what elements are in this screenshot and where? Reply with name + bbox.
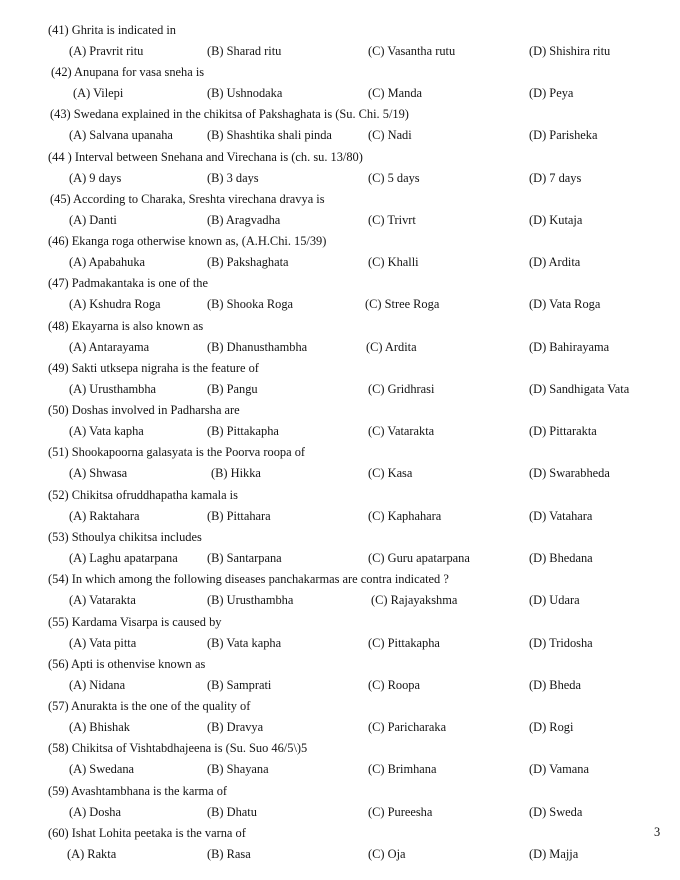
- option-b: (B) Pangu: [207, 382, 258, 396]
- question-text: (56) Apti is othenvise known as: [48, 657, 206, 671]
- option-b: (B) Santarpana: [207, 551, 282, 565]
- question-text: (60) Ishat Lohita peetaka is the varna of: [48, 826, 246, 840]
- question-60: [0, 825, 680, 867]
- option-b: (B) Rasa: [207, 847, 251, 861]
- option-c: (C) Trivrt: [368, 213, 416, 227]
- option-d: (D) Udara: [529, 593, 580, 607]
- option-d: (D) Kutaja: [529, 213, 583, 227]
- question-text: (50) Doshas involved in Padharsha are: [48, 403, 240, 417]
- option-a: (A) Dosha: [69, 805, 121, 819]
- option-c: (C) Kaphahara: [368, 509, 442, 523]
- option-d: (D) Vamana: [529, 762, 589, 776]
- option-b: (B) Sharad ritu: [207, 44, 282, 58]
- option-a: (A) Laghu apatarpana: [69, 551, 178, 565]
- option-c: (C) Pureesha: [368, 805, 433, 819]
- question-text: (43) Swedana explained in the chikitsa of Pakshaghata is (Su. Chi. 5/19): [50, 107, 409, 121]
- option-b: (B) Samprati: [207, 678, 272, 692]
- option-a: (A) Vatarakta: [69, 593, 136, 607]
- option-a: (A) Urusthambha: [69, 382, 157, 396]
- option-b: (B) Urusthambha: [207, 593, 294, 607]
- option-c: (C) Manda: [368, 86, 423, 100]
- question-text: (45) According to Charaka, Sreshta virechana dravya is: [50, 192, 325, 206]
- option-b: (B) Dravya: [207, 720, 264, 734]
- question-text: (47) Padmakantaka is one of the: [48, 276, 208, 290]
- option-d: (D) Bahirayama: [529, 340, 610, 354]
- option-c: (C) Paricharaka: [368, 720, 447, 734]
- question-51: [0, 444, 680, 486]
- option-a: (A) Danti: [69, 213, 117, 227]
- option-c: (C) Rajayakshma: [371, 593, 458, 607]
- question-56: [0, 656, 680, 698]
- option-d: (D) Swarabheda: [529, 466, 610, 480]
- option-c: (C) Brimhana: [368, 762, 437, 776]
- option-d: (D) Shishira ritu: [529, 44, 611, 58]
- option-b: (B) Pittakapha: [207, 424, 279, 438]
- option-d: (D) Rogi: [529, 720, 574, 734]
- option-a: (A) Salvana upanaha: [69, 128, 173, 142]
- option-a: (A) Bhishak: [69, 720, 130, 734]
- question-text: (51) Shookapoorna galasyata is the Poorva roopa of: [48, 445, 306, 459]
- option-a: (A) Pravrit ritu: [69, 44, 144, 58]
- question-59: [0, 783, 680, 825]
- option-b: (B) Ushnodaka: [207, 86, 283, 100]
- option-d: (D) Vata Roga: [529, 297, 601, 311]
- question-text: (42) Anupana for vasa sneha is: [51, 65, 205, 79]
- question-53: [0, 529, 680, 571]
- option-d: (D) Sweda: [529, 805, 583, 819]
- question-55: [0, 614, 680, 656]
- option-a: (A) Vilepi: [73, 86, 124, 100]
- option-d: (D) Bhedana: [529, 551, 593, 565]
- question-text: (49) Sakti utksepa nigraha is the feature of: [48, 361, 259, 375]
- option-d: (D) Parisheka: [529, 128, 598, 142]
- option-d: (D) Peya: [529, 86, 574, 100]
- option-b: (B) Hikka: [211, 466, 261, 480]
- option-a: (A) Shwasa: [69, 466, 128, 480]
- option-a: (A) Kshudra Roga: [69, 297, 161, 311]
- option-b: (B) Dhanusthambha: [207, 340, 308, 354]
- option-a: (A) Vata kapha: [69, 424, 144, 438]
- question-text: (58) Chikitsa of Vishtabdhajeena is (Su. Suo 46/5\)5: [48, 741, 308, 755]
- option-a: (A) Apabahuka: [69, 255, 146, 269]
- question-text: (52) Chikitsa ofruddhapatha kamala is: [48, 488, 238, 502]
- option-c: (C) Guru apatarpana: [368, 551, 470, 565]
- question-text: (53) Sthoulya chikitsa includes: [48, 530, 202, 544]
- option-c: (C) Vatarakta: [368, 424, 435, 438]
- option-b: (B) Shayana: [207, 762, 269, 776]
- question-text: (57) Anurakta is the one of the quality of: [48, 699, 251, 713]
- option-d: (D) 7 days: [529, 171, 582, 185]
- option-c: (C) Ardita: [366, 340, 417, 354]
- question-48: [0, 318, 680, 360]
- option-c: (C) Roopa: [368, 678, 420, 692]
- question-44: [0, 149, 680, 191]
- question-45: [0, 191, 680, 233]
- option-d: (D) Vatahara: [529, 509, 593, 523]
- question-43: [0, 106, 680, 148]
- option-a: (A) Nidana: [69, 678, 126, 692]
- option-b: (B) Pittahara: [207, 509, 271, 523]
- question-text: (55) Kardama Visarpa is caused by: [48, 615, 222, 629]
- option-a: (A) Rakta: [67, 847, 117, 861]
- question-text: (41) Ghrita is indicated in: [48, 23, 177, 37]
- option-c: (C) Oja: [368, 847, 406, 861]
- option-d: (D) Ardita: [529, 255, 581, 269]
- option-c: (C) Kasa: [368, 466, 413, 480]
- option-a: (A) 9 days: [69, 171, 122, 185]
- option-c: (C) Gridhrasi: [368, 382, 435, 396]
- option-a: (A) Antarayama: [69, 340, 150, 354]
- question-46: [0, 233, 680, 275]
- question-text: (48) Ekayarna is also known as: [48, 319, 204, 333]
- option-b: (B) Vata kapha: [207, 636, 282, 650]
- option-b: (B) Dhatu: [207, 805, 257, 819]
- question-41: [0, 22, 680, 64]
- question-text: (44 ) Interval between Snehana and Virechana is (ch. su. 13/80): [48, 150, 363, 164]
- page-number: 3: [654, 825, 661, 839]
- option-b: (B) Shashtika shali pinda: [207, 128, 332, 142]
- option-a: (A) Raktahara: [69, 509, 140, 523]
- option-c: (C) Pittakapha: [368, 636, 440, 650]
- option-d: (D) Tridosha: [529, 636, 593, 650]
- question-text: (46) Ekanga roga otherwise known as, (A.H.Chi. 15/39): [48, 234, 327, 248]
- option-c: (C) Stree Roga: [365, 297, 440, 311]
- question-47: [0, 275, 680, 317]
- question-49: [0, 360, 680, 402]
- question-text: (54) In which among the following diseases panchakarmas are contra indicated ?: [48, 572, 449, 586]
- option-b: (B) Pakshaghata: [207, 255, 289, 269]
- question-58: [0, 740, 680, 782]
- option-b: (B) Aragvadha: [207, 213, 281, 227]
- option-b: (B) Shooka Roga: [207, 297, 294, 311]
- option-a: (A) Vata pitta: [69, 636, 137, 650]
- question-50: [0, 402, 680, 444]
- option-c: (C) Vasantha rutu: [368, 44, 456, 58]
- question-42: [0, 64, 680, 106]
- option-c: (C) 5 days: [368, 171, 420, 185]
- option-d: (D) Pittarakta: [529, 424, 597, 438]
- option-a: (A) Swedana: [69, 762, 135, 776]
- option-d: (D) Bheda: [529, 678, 581, 692]
- option-c: (C) Nadi: [368, 128, 412, 142]
- question-text: (59) Avashtambhana is the karma of: [48, 784, 228, 798]
- option-c: (C) Khalli: [368, 255, 419, 269]
- option-d: (D) Majja: [529, 847, 579, 861]
- option-d: (D) Sandhigata Vata: [529, 382, 630, 396]
- question-52: [0, 487, 680, 529]
- question-54: [0, 571, 680, 613]
- question-57: [0, 698, 680, 740]
- option-b: (B) 3 days: [207, 171, 259, 185]
